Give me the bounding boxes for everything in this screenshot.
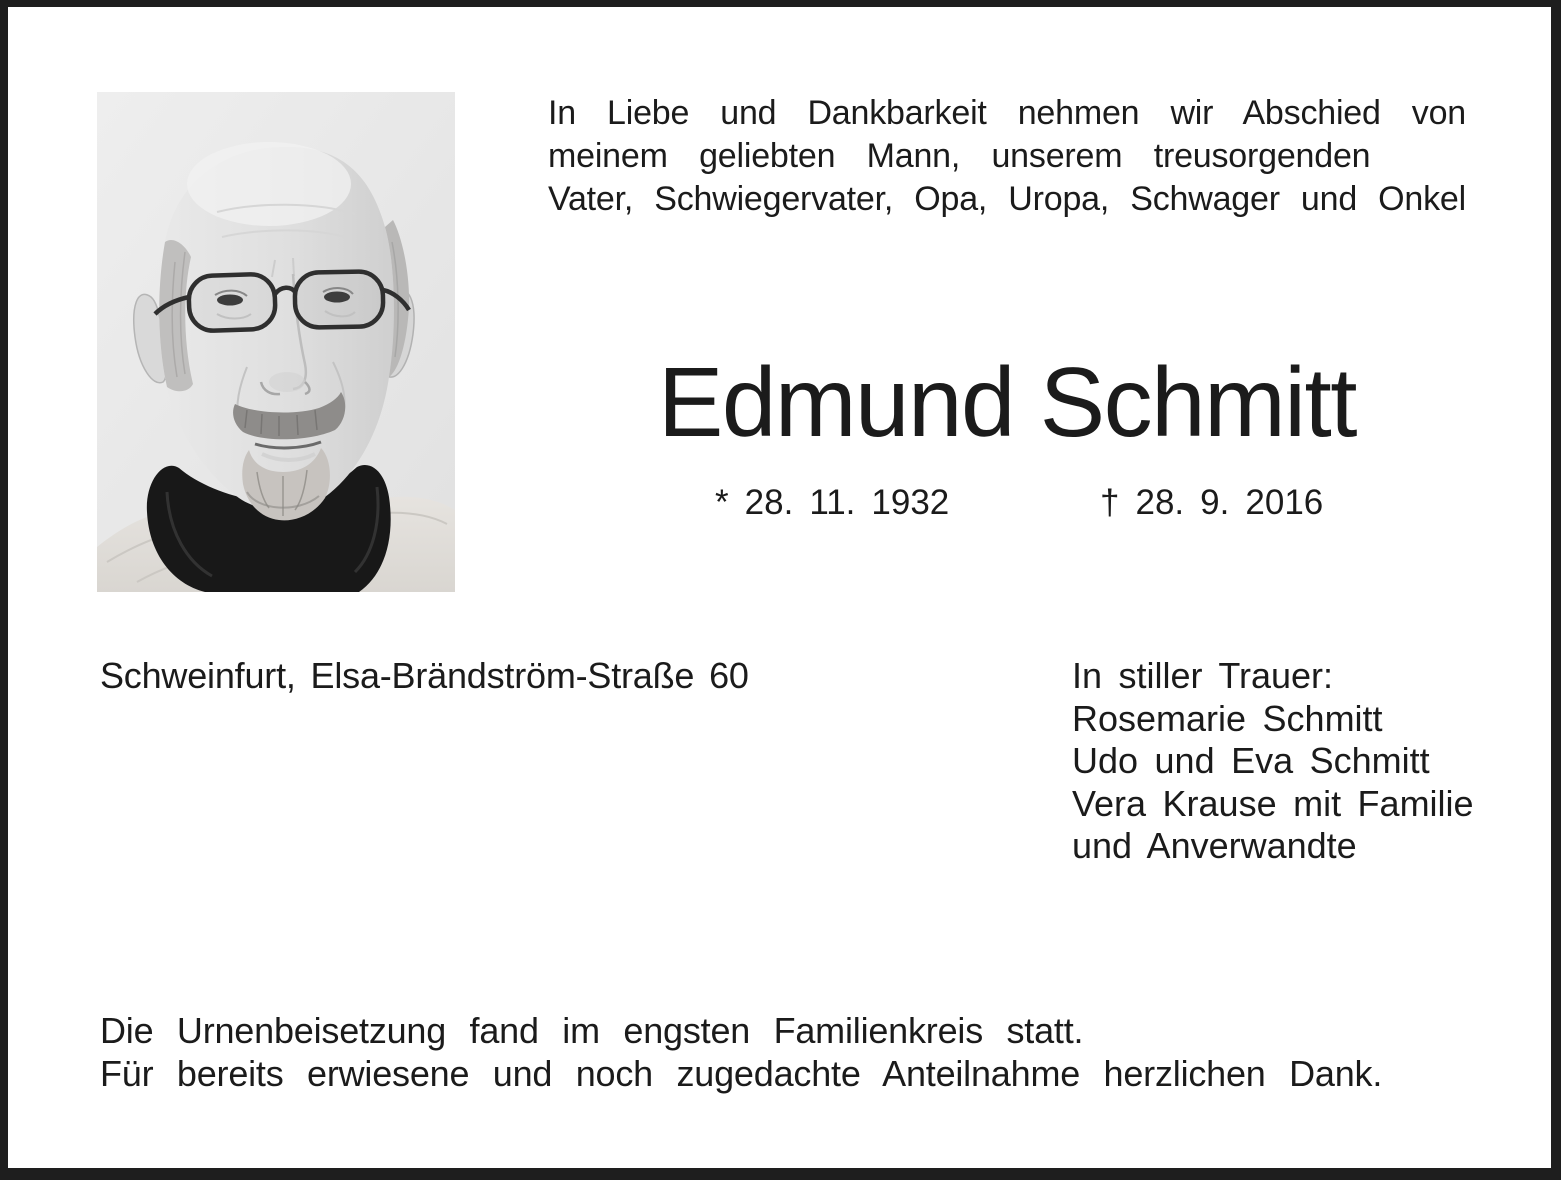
mourner-name: und Anverwandte bbox=[1072, 825, 1357, 866]
intro-text bbox=[548, 92, 1466, 221]
deceased-name: Edmund Schmitt bbox=[658, 347, 1356, 457]
life-dates bbox=[548, 483, 1466, 529]
intro-line: meinem geliebten Mann, unserem treusorgenden bbox=[548, 137, 1371, 175]
mourner-name: Vera Krause mit Familie bbox=[1072, 782, 1474, 824]
mourners-heading: In stiller Trauer: bbox=[1072, 655, 1334, 696]
portrait-illustration bbox=[97, 92, 455, 592]
mourners-block bbox=[1072, 655, 1474, 868]
intro-line: Vater, Schwiegervater, Opa, Uropa, Schwager und Onkel bbox=[548, 180, 1466, 218]
address-line: Schweinfurt, Elsa-Brändström-Straße 60 bbox=[100, 655, 749, 696]
death-date: † 28. 9. 2016 bbox=[1100, 483, 1324, 522]
mourner-name: Rosemarie Schmitt bbox=[1072, 697, 1383, 739]
intro-line: In Liebe und Dankbarkeit nehmen wir Abschied von bbox=[548, 94, 1466, 132]
closing-line: Die Urnenbeisetzung fand im engsten Familienkreis statt. bbox=[100, 1010, 1084, 1051]
closing-block bbox=[100, 1010, 1382, 1095]
closing-line: Für bereits erwiesene und noch zugedachte Anteilnahme herzlichen Dank. bbox=[100, 1052, 1383, 1094]
birth-date: * 28. 11. 1932 bbox=[715, 483, 950, 522]
portrait-photo bbox=[97, 92, 455, 592]
mourner-name: Udo und Eva Schmitt bbox=[1072, 740, 1430, 781]
